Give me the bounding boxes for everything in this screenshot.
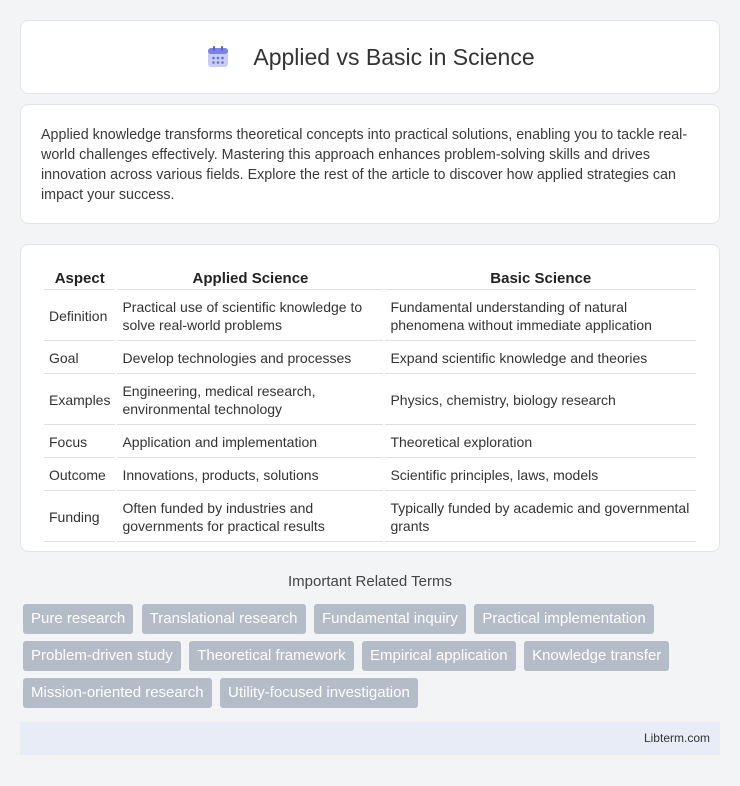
column-header-aspect: Aspect bbox=[44, 267, 115, 290]
related-terms-title: Important Related Terms bbox=[288, 573, 452, 590]
term-tag[interactable]: Knowledge transfer bbox=[524, 641, 669, 671]
table-cell-basic: Theoretical exploration bbox=[385, 427, 696, 458]
table-row bbox=[44, 343, 696, 374]
term-tag[interactable]: Problem-driven study bbox=[23, 641, 181, 671]
table-cell-aspect: Goal bbox=[44, 343, 115, 374]
table-cell-basic: Scientific principles, laws, models bbox=[385, 460, 696, 491]
table-header-row bbox=[44, 267, 696, 290]
table-row bbox=[44, 292, 696, 341]
table-row bbox=[44, 493, 696, 542]
table-cell-applied: Innovations, products, solutions bbox=[117, 460, 383, 491]
intro-text: Applied knowledge transforms theoretical concepts into practical solutions, enabling you to tackle real-world challenges effectively. Mastering this approach enhances problem-solving skills and drives innovation across various fields. Explore the rest of the article to discover how applied strategies can impact your success. bbox=[41, 127, 688, 203]
table-cell-basic: Fundamental understanding of natural phenomena without immediate application bbox=[385, 292, 696, 341]
table-cell-applied: Develop technologies and processes bbox=[117, 343, 383, 374]
related-terms-list bbox=[23, 604, 723, 715]
table-cell-applied: Engineering, medical research, environmental technology bbox=[117, 376, 383, 425]
term-tag[interactable]: Mission-oriented research bbox=[23, 678, 212, 708]
term-tag[interactable]: Utility-focused investigation bbox=[220, 678, 418, 708]
table-cell-basic: Physics, chemistry, biology research bbox=[385, 376, 696, 425]
table-cell-basic: Expand scientific knowledge and theories bbox=[385, 343, 696, 374]
term-tag[interactable]: Translational research bbox=[142, 604, 306, 634]
column-header-applied: Applied Science bbox=[117, 267, 383, 290]
table-row bbox=[44, 427, 696, 458]
page-title: Applied vs Basic in Science bbox=[253, 43, 535, 70]
calendar-icon bbox=[205, 44, 231, 70]
term-tag[interactable]: Pure research bbox=[23, 604, 133, 634]
intro-card bbox=[20, 104, 720, 224]
term-tag[interactable]: Practical implementation bbox=[474, 604, 653, 634]
title-card bbox=[20, 20, 720, 94]
term-tag[interactable]: Empirical application bbox=[362, 641, 516, 671]
table-cell-aspect: Focus bbox=[44, 427, 115, 458]
comparison-table-card bbox=[20, 244, 720, 552]
column-header-basic: Basic Science bbox=[385, 267, 696, 290]
table-cell-applied: Practical use of scientific knowledge to solve real-world problems bbox=[117, 292, 383, 341]
table-row bbox=[44, 460, 696, 491]
footer bbox=[20, 722, 720, 755]
term-tag[interactable]: Fundamental inquiry bbox=[314, 604, 466, 634]
table-cell-aspect: Outcome bbox=[44, 460, 115, 491]
table-cell-aspect: Definition bbox=[44, 292, 115, 341]
table-cell-aspect: Examples bbox=[44, 376, 115, 425]
term-tag[interactable]: Theoretical framework bbox=[189, 641, 353, 671]
comparison-table bbox=[42, 265, 698, 544]
table-cell-applied: Often funded by industries and governments for practical results bbox=[117, 493, 383, 542]
table-cell-applied: Application and implementation bbox=[117, 427, 383, 458]
footer-site-link[interactable]: Libterm.com bbox=[643, 731, 710, 745]
table-cell-aspect: Funding bbox=[44, 493, 115, 542]
table-row bbox=[44, 376, 696, 425]
table-cell-basic: Typically funded by academic and governmental grants bbox=[385, 493, 696, 542]
